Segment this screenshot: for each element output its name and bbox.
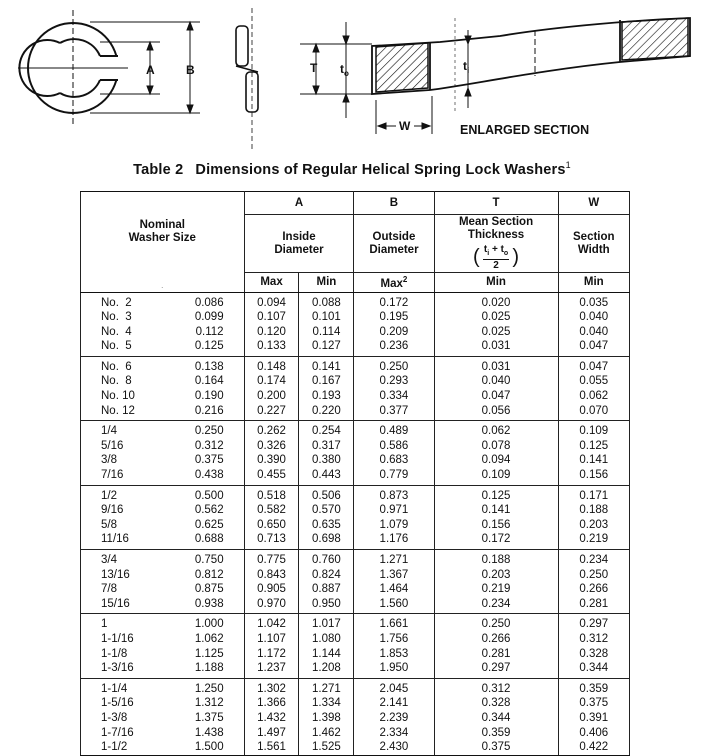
table-row <box>81 421 630 439</box>
size-decimal: 0.250 <box>194 425 224 438</box>
cell-T-min: 0.219 <box>434 582 558 597</box>
table-row <box>81 404 630 421</box>
cell-A-min: 1.462 <box>299 726 354 741</box>
size-decimal: 0.750 <box>194 554 224 566</box>
size-label: 1 <box>101 618 108 631</box>
cell-A-max: 0.582 <box>244 503 299 518</box>
size-decimal: 0.216 <box>194 404 224 417</box>
cell-T-min: 0.156 <box>434 518 558 533</box>
size-label: 1/2 <box>101 489 117 502</box>
table-row <box>81 632 630 647</box>
table-row <box>81 532 630 549</box>
cell-A-min: 0.317 <box>299 439 354 454</box>
section-hatch-right <box>622 18 688 60</box>
header-B: B <box>354 192 434 215</box>
cell-T-min: 0.281 <box>434 647 558 662</box>
cell-A-min: 0.760 <box>299 550 354 568</box>
cell-B-max: 1.271 <box>354 550 434 568</box>
cell-A-min: 0.167 <box>299 374 354 389</box>
cell-A-max: 1.042 <box>244 614 299 632</box>
cell-T-min: 0.078 <box>434 439 558 454</box>
cell-A-max: 0.120 <box>244 325 299 340</box>
size-decimal: 0.688 <box>194 533 224 546</box>
cell-A-min: 0.506 <box>299 485 354 503</box>
size-decimal: 0.875 <box>194 583 224 596</box>
cell-W-min: 0.070 <box>558 404 629 421</box>
table-row <box>81 325 630 340</box>
cell-A-max: 0.133 <box>244 339 299 356</box>
cell-nominal-size <box>81 647 245 662</box>
cell-T-min: 0.056 <box>434 404 558 421</box>
cell-A-max: 1.237 <box>244 661 299 678</box>
label-T: T <box>310 61 318 75</box>
size-decimal: 0.099 <box>194 311 224 324</box>
header-W-min: Min <box>558 273 629 293</box>
label-ti: $t_i$ <box>463 59 470 75</box>
cell-B-max: 1.950 <box>354 661 434 678</box>
size-label: No. 12 <box>101 404 135 417</box>
cell-W-min: 0.250 <box>558 568 629 583</box>
size-label: 11/16 <box>101 533 129 546</box>
label-W: W <box>399 119 411 133</box>
table-number: Table 2 <box>133 161 184 178</box>
cell-T-min: 0.312 <box>434 678 558 696</box>
cell-nominal-size <box>81 726 245 741</box>
table-body <box>81 292 630 755</box>
cell-A-max: 0.650 <box>244 518 299 533</box>
cell-T-min: 0.234 <box>434 597 558 614</box>
cell-A-max: 0.262 <box>244 421 299 439</box>
cell-T-min: 0.328 <box>434 696 558 711</box>
cell-A-max: 1.366 <box>244 696 299 711</box>
size-decimal: 0.164 <box>194 375 224 388</box>
cell-A-min: 1.208 <box>299 661 354 678</box>
cell-W-min: 0.391 <box>558 711 629 726</box>
cell-A-max: 0.326 <box>244 439 299 454</box>
cell-W-min: 0.406 <box>558 726 629 741</box>
cell-A-max: 0.390 <box>244 453 299 468</box>
size-decimal: 0.125 <box>194 340 224 353</box>
size-decimal: 0.086 <box>194 296 224 309</box>
cell-T-min: 0.025 <box>434 310 558 325</box>
size-decimal: 0.562 <box>194 504 224 517</box>
cell-W-min: 0.219 <box>558 532 629 549</box>
size-label: 1-1/8 <box>101 647 128 660</box>
table-row <box>81 740 630 755</box>
cell-T-min: 0.188 <box>434 550 558 568</box>
cell-A-min: 1.525 <box>299 740 354 755</box>
cell-A-max: 1.561 <box>244 740 299 755</box>
cell-B-max: 0.779 <box>354 468 434 485</box>
cell-B-max: 1.464 <box>354 582 434 597</box>
header-nominal-size: Nominal Washer Size <box>81 192 245 273</box>
cell-T-min: 0.297 <box>434 661 558 678</box>
size-label: 15/16 <box>101 597 130 610</box>
cell-nominal-size <box>81 696 245 711</box>
cell-B-max: 0.683 <box>354 453 434 468</box>
cell-B-max: 0.172 <box>354 292 434 310</box>
table-row <box>81 503 630 518</box>
cell-B-max: 0.236 <box>354 339 434 356</box>
cell-T-min: 0.203 <box>434 568 558 583</box>
table-row <box>81 582 630 597</box>
table-row <box>81 310 630 325</box>
cell-nominal-size <box>81 310 245 325</box>
cell-nominal-size <box>81 550 245 568</box>
table-row <box>81 356 630 374</box>
header-mean-thickness: Mean Section Thickness ( $\frac{t_i + t_o}{2}$ ) <box>434 215 558 273</box>
size-decimal: 1.375 <box>194 711 224 724</box>
cell-T-min: 0.109 <box>434 468 558 485</box>
size-decimal: 0.375 <box>194 454 224 467</box>
cell-nominal-size <box>81 740 245 755</box>
cell-A-max: 0.227 <box>244 404 299 421</box>
header-A: A <box>244 192 354 215</box>
table-row <box>81 339 630 356</box>
cell-T-min: 0.040 <box>434 374 558 389</box>
cell-B-max: 0.586 <box>354 439 434 454</box>
cell-W-min: 0.297 <box>558 614 629 632</box>
table-row <box>81 661 630 678</box>
cell-T-min: 0.062 <box>434 421 558 439</box>
header-section-width: Section Width <box>558 215 629 273</box>
cell-W-min: 0.062 <box>558 389 629 404</box>
table-row <box>81 389 630 404</box>
cell-T-min: 0.047 <box>434 389 558 404</box>
cell-nominal-size <box>81 597 245 614</box>
cell-W-min: 0.171 <box>558 485 629 503</box>
cell-A-min: 0.570 <box>299 503 354 518</box>
table-row <box>81 453 630 468</box>
cell-W-min: 0.359 <box>558 678 629 696</box>
table-row <box>81 568 630 583</box>
header-nominal-blank: . <box>81 273 245 293</box>
cell-W-min: 0.375 <box>558 696 629 711</box>
cell-B-max: 0.293 <box>354 374 434 389</box>
table-row <box>81 696 630 711</box>
table-row <box>81 726 630 741</box>
size-label: No. 10 <box>101 390 135 403</box>
cell-A-min: 0.254 <box>299 421 354 439</box>
cell-A-min: 0.220 <box>299 404 354 421</box>
header-A-max: Max <box>244 273 299 293</box>
size-decimal: 0.625 <box>194 518 224 531</box>
label-B: B <box>186 63 195 77</box>
size-decimal: 1.062 <box>194 632 224 645</box>
size-decimal: 0.938 <box>194 597 224 610</box>
cell-B-max: 2.045 <box>354 678 434 696</box>
size-decimal: 1.000 <box>194 618 224 631</box>
cell-A-max: 0.518 <box>244 485 299 503</box>
size-label: No. 8 <box>101 375 132 388</box>
size-label: 7/8 <box>101 583 117 596</box>
cell-nominal-size <box>81 503 245 518</box>
size-decimal: 1.250 <box>194 682 224 695</box>
size-label: 1-3/8 <box>101 711 128 724</box>
size-label: No. 4 <box>101 325 132 338</box>
cell-A-min: 0.698 <box>299 532 354 549</box>
size-decimal: 0.138 <box>194 360 224 373</box>
size-decimal: 0.812 <box>194 568 224 581</box>
cell-A-max: 0.713 <box>244 532 299 549</box>
size-label: No. 6 <box>101 360 132 373</box>
cell-A-max: 1.302 <box>244 678 299 696</box>
cell-nominal-size <box>81 325 245 340</box>
cell-B-max: 0.489 <box>354 421 434 439</box>
cell-A-max: 1.432 <box>244 711 299 726</box>
cell-A-min: 0.887 <box>299 582 354 597</box>
label-A: A <box>146 63 155 77</box>
header-B-max: Max$^2$ <box>354 273 434 293</box>
cell-B-max: 0.250 <box>354 356 434 374</box>
table-row <box>81 439 630 454</box>
cell-nominal-size <box>81 518 245 533</box>
cell-nominal-size <box>81 439 245 454</box>
cell-T-min: 0.141 <box>434 503 558 518</box>
cell-nominal-size <box>81 568 245 583</box>
cell-W-min: 0.328 <box>558 647 629 662</box>
cell-nominal-size <box>81 711 245 726</box>
cell-B-max: 0.971 <box>354 503 434 518</box>
cell-A-min: 0.443 <box>299 468 354 485</box>
cell-nominal-size <box>81 614 245 632</box>
cell-A-max: 0.148 <box>244 356 299 374</box>
size-label: 1-1/4 <box>101 682 128 695</box>
table-row <box>81 292 630 310</box>
table-row <box>81 614 630 632</box>
size-label: 1-7/16 <box>101 726 134 739</box>
enlarged-section-label: ENLARGED SECTION <box>460 123 590 137</box>
cell-nominal-size <box>81 292 245 310</box>
cell-B-max: 1.079 <box>354 518 434 533</box>
size-label: 7/16 <box>101 469 124 482</box>
table-row <box>81 711 630 726</box>
cell-W-min: 0.203 <box>558 518 629 533</box>
size-decimal: 1.438 <box>194 726 224 739</box>
cell-B-max: 1.560 <box>354 597 434 614</box>
size-label: 9/16 <box>101 504 124 517</box>
cell-A-min: 1.271 <box>299 678 354 696</box>
cell-A-max: 0.200 <box>244 389 299 404</box>
cell-A-min: 0.127 <box>299 339 354 356</box>
size-decimal: 0.312 <box>194 439 224 452</box>
cell-A-max: 1.497 <box>244 726 299 741</box>
cell-W-min: 0.040 <box>558 310 629 325</box>
cell-A-max: 0.775 <box>244 550 299 568</box>
table-row <box>81 678 630 696</box>
washer-diagram <box>0 0 704 150</box>
cell-nominal-size <box>81 485 245 503</box>
table-row <box>81 485 630 503</box>
cell-T-min: 0.344 <box>434 711 558 726</box>
cell-T-min: 0.020 <box>434 292 558 310</box>
size-decimal: 1.500 <box>194 741 224 754</box>
cell-T-min: 0.094 <box>434 453 558 468</box>
cell-B-max: 0.334 <box>354 389 434 404</box>
cell-A-min: 0.088 <box>299 292 354 310</box>
size-decimal: 1.312 <box>194 697 224 710</box>
cell-W-min: 0.234 <box>558 550 629 568</box>
size-label: 3/4 <box>101 554 117 566</box>
cell-A-max: 0.905 <box>244 582 299 597</box>
header-W: W <box>558 192 629 215</box>
cell-nominal-size <box>81 339 245 356</box>
header-T: T <box>434 192 558 215</box>
dimensions-table <box>80 191 630 756</box>
washer-side-view <box>236 26 258 112</box>
cell-A-max: 0.174 <box>244 374 299 389</box>
cell-nominal-size <box>81 582 245 597</box>
size-decimal: 1.188 <box>194 662 224 675</box>
size-label: No. 2 <box>101 296 132 309</box>
cell-W-min: 0.422 <box>558 740 629 755</box>
table-row <box>81 468 630 485</box>
cell-W-min: 0.156 <box>558 468 629 485</box>
table-caption <box>0 160 704 178</box>
cell-A-min: 0.380 <box>299 453 354 468</box>
cell-A-max: 1.107 <box>244 632 299 647</box>
cell-W-min: 0.312 <box>558 632 629 647</box>
cell-W-min: 0.266 <box>558 582 629 597</box>
cell-nominal-size <box>81 661 245 678</box>
cell-nominal-size <box>81 453 245 468</box>
cell-nominal-size <box>81 404 245 421</box>
cell-B-max: 1.853 <box>354 647 434 662</box>
cell-T-min: 0.125 <box>434 485 558 503</box>
cell-A-max: 0.107 <box>244 310 299 325</box>
cell-W-min: 0.141 <box>558 453 629 468</box>
size-decimal: 1.125 <box>194 647 224 660</box>
cell-T-min: 0.266 <box>434 632 558 647</box>
cell-nominal-size <box>81 468 245 485</box>
header-inside-diameter: Inside Diameter <box>244 215 354 273</box>
cell-W-min: 0.040 <box>558 325 629 340</box>
header-T-min: Min <box>434 273 558 293</box>
cell-A-min: 0.193 <box>299 389 354 404</box>
cell-W-min: 0.125 <box>558 439 629 454</box>
cell-A-max: 0.094 <box>244 292 299 310</box>
cell-A-min: 1.144 <box>299 647 354 662</box>
cell-B-max: 2.430 <box>354 740 434 755</box>
header-A-min: Min <box>299 273 354 293</box>
cell-A-min: 1.398 <box>299 711 354 726</box>
cell-A-min: 0.635 <box>299 518 354 533</box>
cell-A-max: 1.172 <box>244 647 299 662</box>
cell-T-min: 0.172 <box>434 532 558 549</box>
size-label: 5/16 <box>101 439 124 452</box>
cell-nominal-size <box>81 421 245 439</box>
size-decimal: 0.112 <box>195 325 224 338</box>
size-label: 1-1/16 <box>101 632 134 645</box>
cell-nominal-size <box>81 532 245 549</box>
size-label: 1-1/2 <box>101 741 128 754</box>
cell-B-max: 1.367 <box>354 568 434 583</box>
section-hatch-left <box>376 43 428 92</box>
size-label: 1-5/16 <box>101 697 134 710</box>
footnote-mark: 1 <box>565 160 571 170</box>
thickness-formula: ( $\frac{t_i + t_o}{2}$ ) <box>473 244 520 271</box>
cell-W-min: 0.188 <box>558 503 629 518</box>
cell-W-min: 0.047 <box>558 356 629 374</box>
cell-B-max: 0.209 <box>354 325 434 340</box>
cell-T-min: 0.375 <box>434 740 558 755</box>
cell-A-min: 1.334 <box>299 696 354 711</box>
cell-A-max: 0.455 <box>244 468 299 485</box>
size-label: 1-3/16 <box>101 662 134 675</box>
cell-T-min: 0.359 <box>434 726 558 741</box>
size-label: 13/16 <box>101 568 130 581</box>
table-row <box>81 518 630 533</box>
cell-B-max: 2.239 <box>354 711 434 726</box>
table-row <box>81 550 630 568</box>
label-to: $t_o$ <box>340 62 349 78</box>
cell-A-max: 0.970 <box>244 597 299 614</box>
cell-nominal-size <box>81 632 245 647</box>
size-label: No. 5 <box>101 340 132 353</box>
cell-W-min: 0.035 <box>558 292 629 310</box>
size-decimal: 0.190 <box>194 390 224 403</box>
cell-nominal-size <box>81 374 245 389</box>
cell-A-min: 0.950 <box>299 597 354 614</box>
cell-A-min: 0.101 <box>299 310 354 325</box>
cell-B-max: 0.195 <box>354 310 434 325</box>
table-row <box>81 374 630 389</box>
cell-T-min: 0.031 <box>434 356 558 374</box>
table-title: Dimensions of Regular Helical Spring Lock Washers <box>195 161 566 178</box>
cell-W-min: 0.281 <box>558 597 629 614</box>
cell-T-min: 0.031 <box>434 339 558 356</box>
cell-W-min: 0.055 <box>558 374 629 389</box>
cell-T-min: 0.250 <box>434 614 558 632</box>
size-decimal: 0.438 <box>194 469 224 482</box>
cell-T-min: 0.025 <box>434 325 558 340</box>
cell-W-min: 0.047 <box>558 339 629 356</box>
table-row <box>81 647 630 662</box>
cell-nominal-size <box>81 356 245 374</box>
cell-A-min: 1.080 <box>299 632 354 647</box>
cell-B-max: 1.176 <box>354 532 434 549</box>
cell-A-max: 0.843 <box>244 568 299 583</box>
cell-A-min: 0.114 <box>299 325 354 340</box>
cell-nominal-size <box>81 678 245 696</box>
cell-nominal-size <box>81 389 245 404</box>
cell-B-max: 1.661 <box>354 614 434 632</box>
cell-W-min: 0.344 <box>558 661 629 678</box>
size-label: No. 3 <box>101 311 132 324</box>
cell-B-max: 1.756 <box>354 632 434 647</box>
size-label: 3/8 <box>101 454 117 467</box>
header-outside-diameter: Outside Diameter <box>354 215 434 273</box>
cell-B-max: 0.377 <box>354 404 434 421</box>
cell-W-min: 0.109 <box>558 421 629 439</box>
cell-B-max: 0.873 <box>354 485 434 503</box>
cell-A-min: 0.141 <box>299 356 354 374</box>
size-label: 5/8 <box>101 518 117 531</box>
table-row <box>81 597 630 614</box>
size-decimal: 0.500 <box>194 489 224 502</box>
size-label: 1/4 <box>101 425 117 438</box>
cell-B-max: 2.141 <box>354 696 434 711</box>
cell-A-min: 0.824 <box>299 568 354 583</box>
cell-A-min: 1.017 <box>299 614 354 632</box>
cell-B-max: 2.334 <box>354 726 434 741</box>
